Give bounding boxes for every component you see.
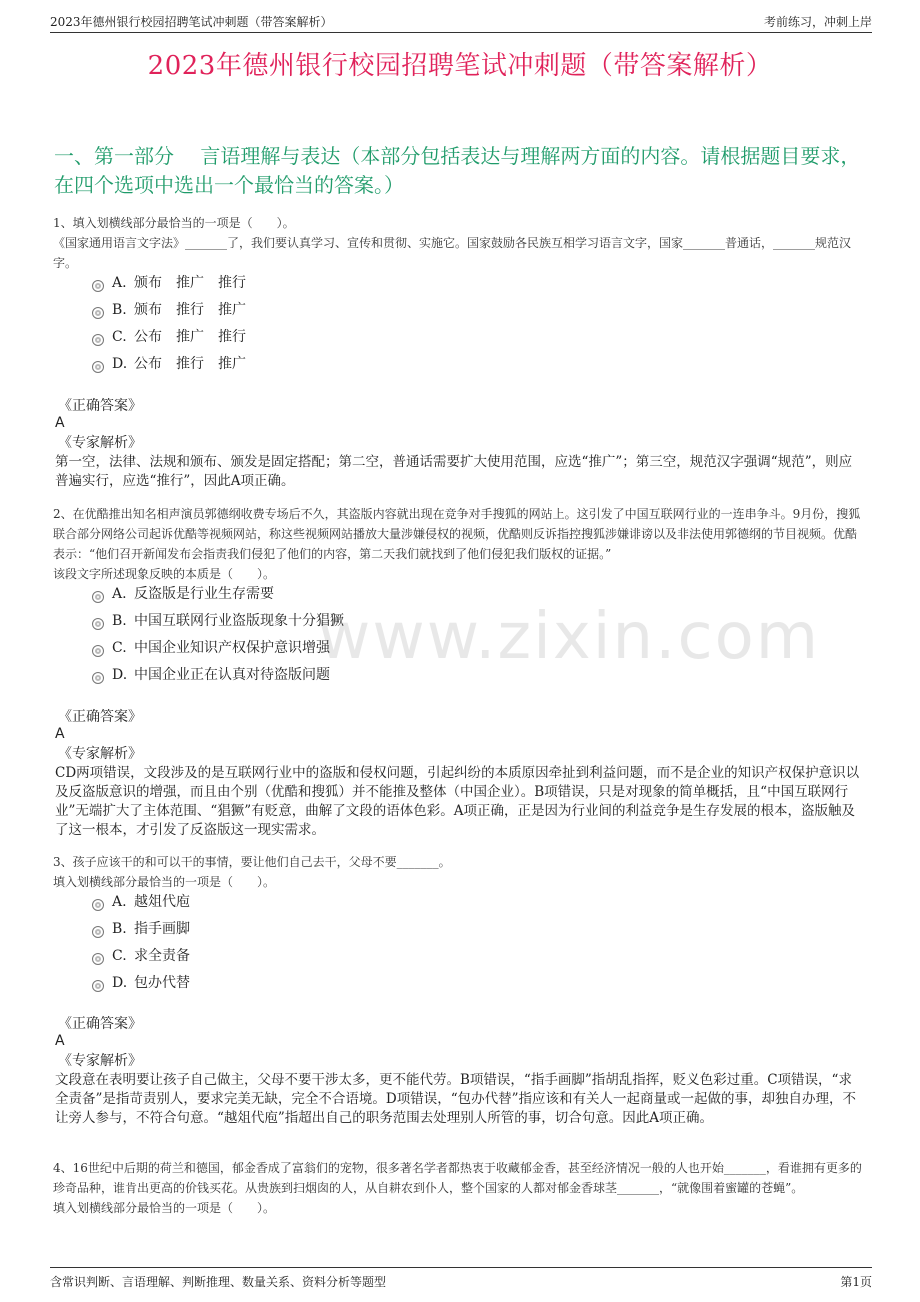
radio-icon[interactable]	[92, 926, 104, 938]
radio-icon[interactable]	[92, 672, 104, 684]
question-2-answer: A	[55, 726, 65, 742]
radio-icon[interactable]	[92, 899, 104, 911]
radio-icon[interactable]	[92, 645, 104, 657]
question-4-stem: 4、16世纪中后期的荷兰和德国，郁金香成了富翁们的宠物，很多著名学者都热衷于收藏郁金香，甚至经济情况一般的人也开始_______，看谁拥有更多的珍奇品种，谁肯出更高的价钱买花。从贵族到扫烟囱的人，从自耕农到仆人，整个国家的人都对郁金香球茎_______，“就像围着蜜罐的苍蝇”。 填入划横线部分最恰当的一项是（ ）。	[53, 1161, 862, 1215]
radio-icon[interactable]	[92, 334, 104, 346]
question-1-stem: 1、填入划横线部分最恰当的一项是（ ）。 《国家通用语言文字法》_______了，我们要认真学习、宣传和贯彻、实施它。国家鼓励各民族互相学习语言文字，国家_______普通话，_______规范汉字。	[53, 216, 852, 270]
radio-icon[interactable]	[92, 307, 104, 319]
question-2-option-d[interactable]: D. 中国企业正在认真对待盗版问题	[92, 665, 344, 685]
page-title: 2023年德州银行校园招聘笔试冲刺题（带答案解析）	[147, 51, 773, 81]
page-number: 第1页	[840, 1275, 872, 1289]
radio-icon[interactable]	[92, 361, 104, 373]
analysis-label: 《专家解析》	[58, 1053, 142, 1069]
question-1-option-c[interactable]: C. 公布 推广 推行	[92, 327, 260, 347]
radio-icon[interactable]	[92, 280, 104, 292]
section-heading: 一、第一部分 言语理解与表达（本部分包括表达与理解两方面的内容。请根据题目要求，在四个选项中选出一个最恰当的答案。）	[54, 144, 861, 197]
question-2-stem: 2、在优酷推出知名相声演员郭德纲收费专场后不久，其盗版内容就出现在竞争对手搜狐的网站上。这引发了中国互联网行业的一连串争斗。9月份，搜狐联合部分网络公司起诉优酷等视频网站，称这些视频网站播放大量涉嫌侵权的视频，优酷则反诉指控搜狐涉嫌诽谤以及非法使用郭德纲的节目视频。优酷表示：“他们召开新闻发布会指责我们侵犯了他们的内容，第二天我们就找到了他们侵犯我们版权的证据。” 该段文字所述现象反映的本质是（ ）。	[53, 507, 861, 581]
header-slogan: 考前练习，冲刺上岸	[763, 15, 872, 29]
radio-icon[interactable]	[92, 953, 104, 965]
question-3-option-a[interactable]: A. 越俎代庖	[92, 892, 204, 912]
question-3-option-c[interactable]: C. 求全责备	[92, 946, 204, 966]
watermark: www.zixin.com	[318, 600, 821, 674]
answer-label: 《正确答案》	[58, 1016, 142, 1032]
question-1-option-b[interactable]: B. 颁布 推行 推广	[92, 300, 260, 320]
question-2-analysis: CD两项错误，文段涉及的是互联网行业中的盗版和侵权问题，引起纠纷的本质原因牵扯到利益问题，而不是企业的知识产权保护意识以及反盗版意识的增强，而且由个别（优酷和搜狐）并不能推及整体（中国企业）。B项错误，只是对现象的简单概括，且“中国互联网行业”无端扩大了主体范围、“猖獗”有贬意，曲解了文段的语体色彩。A项正确，正是因为行业间的利益竞争是生存发展的根本，盗版触及了这一根本，才引发了反盗版这一现实需求。	[55, 765, 860, 838]
question-2-option-c[interactable]: C. 中国企业知识产权保护意识增强	[92, 638, 344, 658]
question-3-option-b[interactable]: B. 指手画脚	[92, 919, 204, 939]
question-1-answer: A	[55, 415, 65, 431]
question-1-analysis: 第一空，法律、法规和颁布、颁发是固定搭配；第二空，普通话需要扩大使用范围，应选“推广”；第三空，规范汉字强调“规范”，则应普遍实行，应选“推行”，因此A项正确。	[55, 454, 853, 489]
radio-icon[interactable]	[92, 591, 104, 603]
footer-description: 含常识判断、言语理解、判断推理、数量关系、资料分析等题型	[50, 1275, 387, 1289]
question-3-stem: 3、孩子应该干的和可以干的事情，要让他们自己去干，父母不要_______。 填入划横线部分最恰当的一项是（ ）。	[53, 855, 451, 889]
page-footer	[50, 1267, 872, 1288]
question-3-analysis: 文段意在表明要让孩子自己做主，父母不要干涉太多，更不能代劳。B项错误，“指手画脚”指胡乱指挥，贬义色彩过重。C项错误，“求全责备”是指苛责别人，要求完美无缺，完全不合语境。D项错误，“包办代替”指应该和有关人一起商量或一起做的事，却独自办理，不让旁人参与，不符合句意。“越俎代庖”指超出自己的职务范围去处理别人所管的事，切合句意。因此A项正确。	[55, 1072, 857, 1126]
page-header	[50, 10, 872, 33]
analysis-label: 《专家解析》	[58, 435, 142, 451]
question-1-option-d[interactable]: D. 公布 推行 推广	[92, 354, 260, 374]
answer-label: 《正确答案》	[58, 398, 142, 414]
header-doc-title: 2023年德州银行校园招聘笔试冲刺题（带答案解析）	[50, 15, 333, 29]
question-2-option-b[interactable]: B. 中国互联网行业盗版现象十分猖獗	[92, 611, 358, 631]
radio-icon[interactable]	[92, 618, 104, 630]
question-3-option-d[interactable]: D. 包办代替	[92, 973, 204, 993]
question-1-option-a[interactable]: A. 颁布 推广 推行	[92, 273, 260, 293]
question-2-option-a[interactable]: A. 反盗版是行业生存需要	[92, 584, 288, 604]
answer-label: 《正确答案》	[58, 709, 142, 725]
question-3-answer: A	[55, 1033, 65, 1049]
analysis-label: 《专家解析》	[58, 746, 142, 762]
radio-icon[interactable]	[92, 980, 104, 992]
